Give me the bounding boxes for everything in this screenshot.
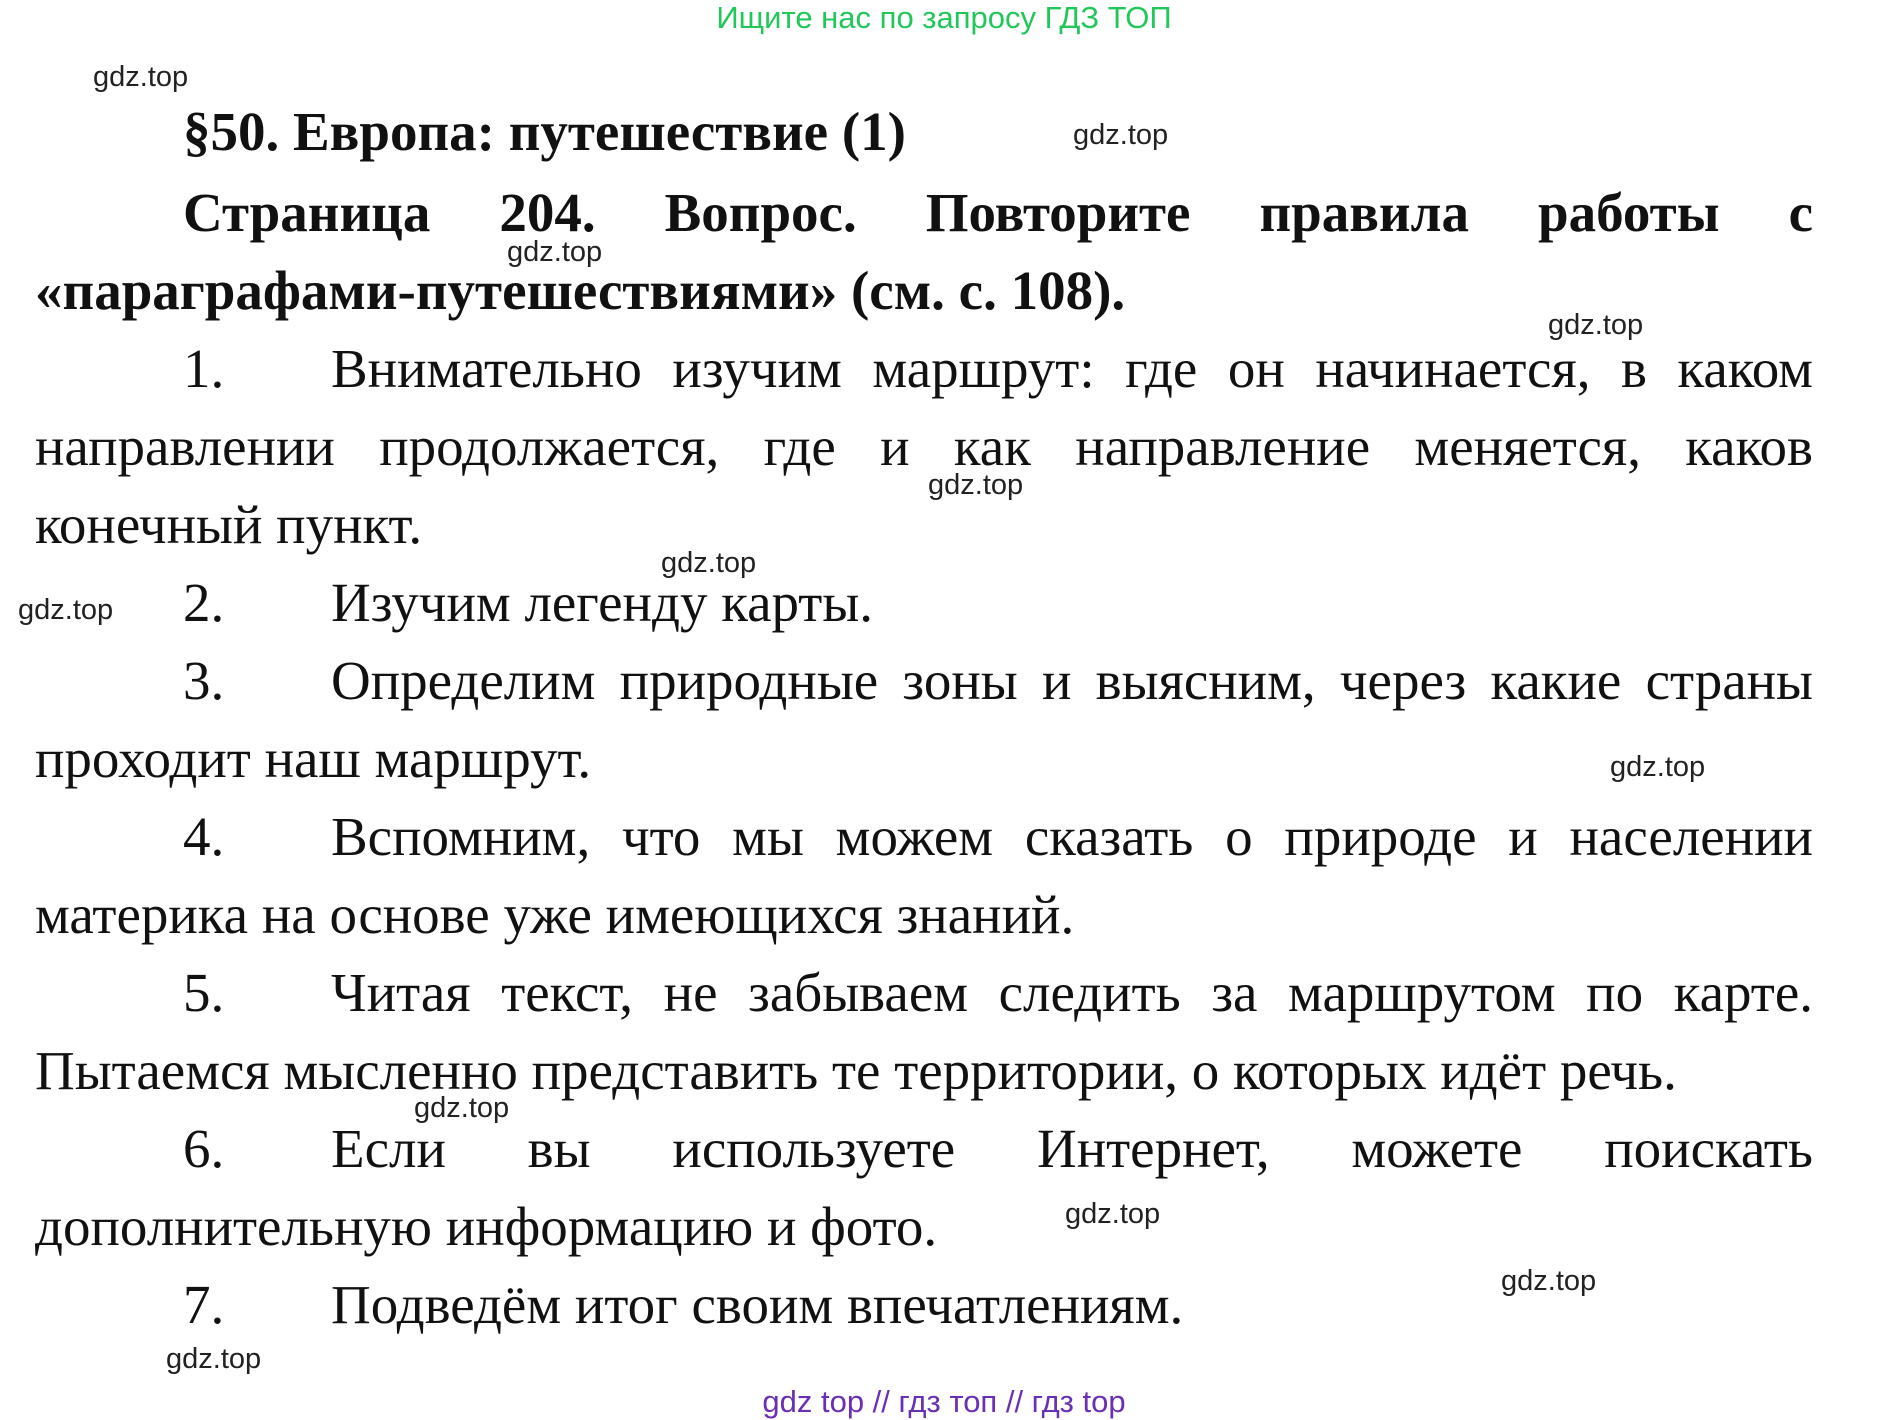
- list-item-text: Определим природные зоны и выясним, через какие страны проходит наш маршрут.: [35, 650, 1813, 789]
- list-item: [35, 330, 1813, 564]
- list-item-text: Изучим легенду карты.: [331, 572, 874, 633]
- list-item: [35, 954, 1813, 1110]
- list-item-number: 5.: [183, 962, 225, 1023]
- list-item-number: 1.: [183, 338, 225, 399]
- list-item-text: Если вы используете Интернет, можете поискать дополнительную информацию и фото.: [35, 1118, 1813, 1257]
- list-item-text: Читая текст, не забываем следить за маршрутом по карте. Пытаемся мысленно представить те территории, о которых идёт речь.: [35, 962, 1813, 1101]
- list-item-number: 6.: [183, 1118, 225, 1179]
- list-item: [35, 642, 1813, 798]
- bottom-banner: gdz top // гдз топ // гдз top: [762, 1384, 1126, 1419]
- list-item-text: Внимательно изучим маршрут: где он начинается, в каком направлении продолжается, где и как направление меняется, каков конечный пункт.: [35, 338, 1813, 555]
- watermark: gdz.top: [1065, 1198, 1161, 1230]
- list-item: [35, 564, 1813, 642]
- top-banner: Ищите нас по запросу ГДЗ ТОП: [716, 0, 1172, 35]
- list-item-text: Подведём итог своим впечатлениям.: [331, 1274, 1184, 1335]
- watermark: gdz.top: [1073, 119, 1169, 151]
- watermark: gdz.top: [166, 1343, 262, 1375]
- watermark: gdz.top: [507, 236, 603, 268]
- watermark: gdz.top: [928, 469, 1024, 501]
- list-item-number: 3.: [183, 650, 225, 711]
- watermark: gdz.top: [93, 61, 189, 93]
- list-item-number: 7.: [183, 1274, 225, 1335]
- list-item-number: 4.: [183, 806, 225, 867]
- list-item-number: 2.: [183, 572, 225, 633]
- list-item-text: Вспомним, что мы можем сказать о природе и населении материка на основе уже имеющихся знаний.: [35, 806, 1813, 945]
- page-title: §50. Европа: путешествие (1): [183, 101, 906, 162]
- question-heading: Страница 204. Вопрос. Повторите правила работы с «параграфами-путешествиями» (см. с. 108).: [35, 182, 1813, 321]
- watermark: gdz.top: [1610, 751, 1706, 783]
- list-item: [35, 1110, 1813, 1266]
- watermark: gdz.top: [18, 594, 114, 626]
- watermark: gdz.top: [1501, 1265, 1597, 1297]
- list-item: [35, 798, 1813, 954]
- watermark: gdz.top: [1548, 309, 1644, 341]
- watermark: gdz.top: [661, 547, 757, 579]
- rules-list: [35, 330, 1813, 1344]
- watermark: gdz.top: [414, 1092, 510, 1124]
